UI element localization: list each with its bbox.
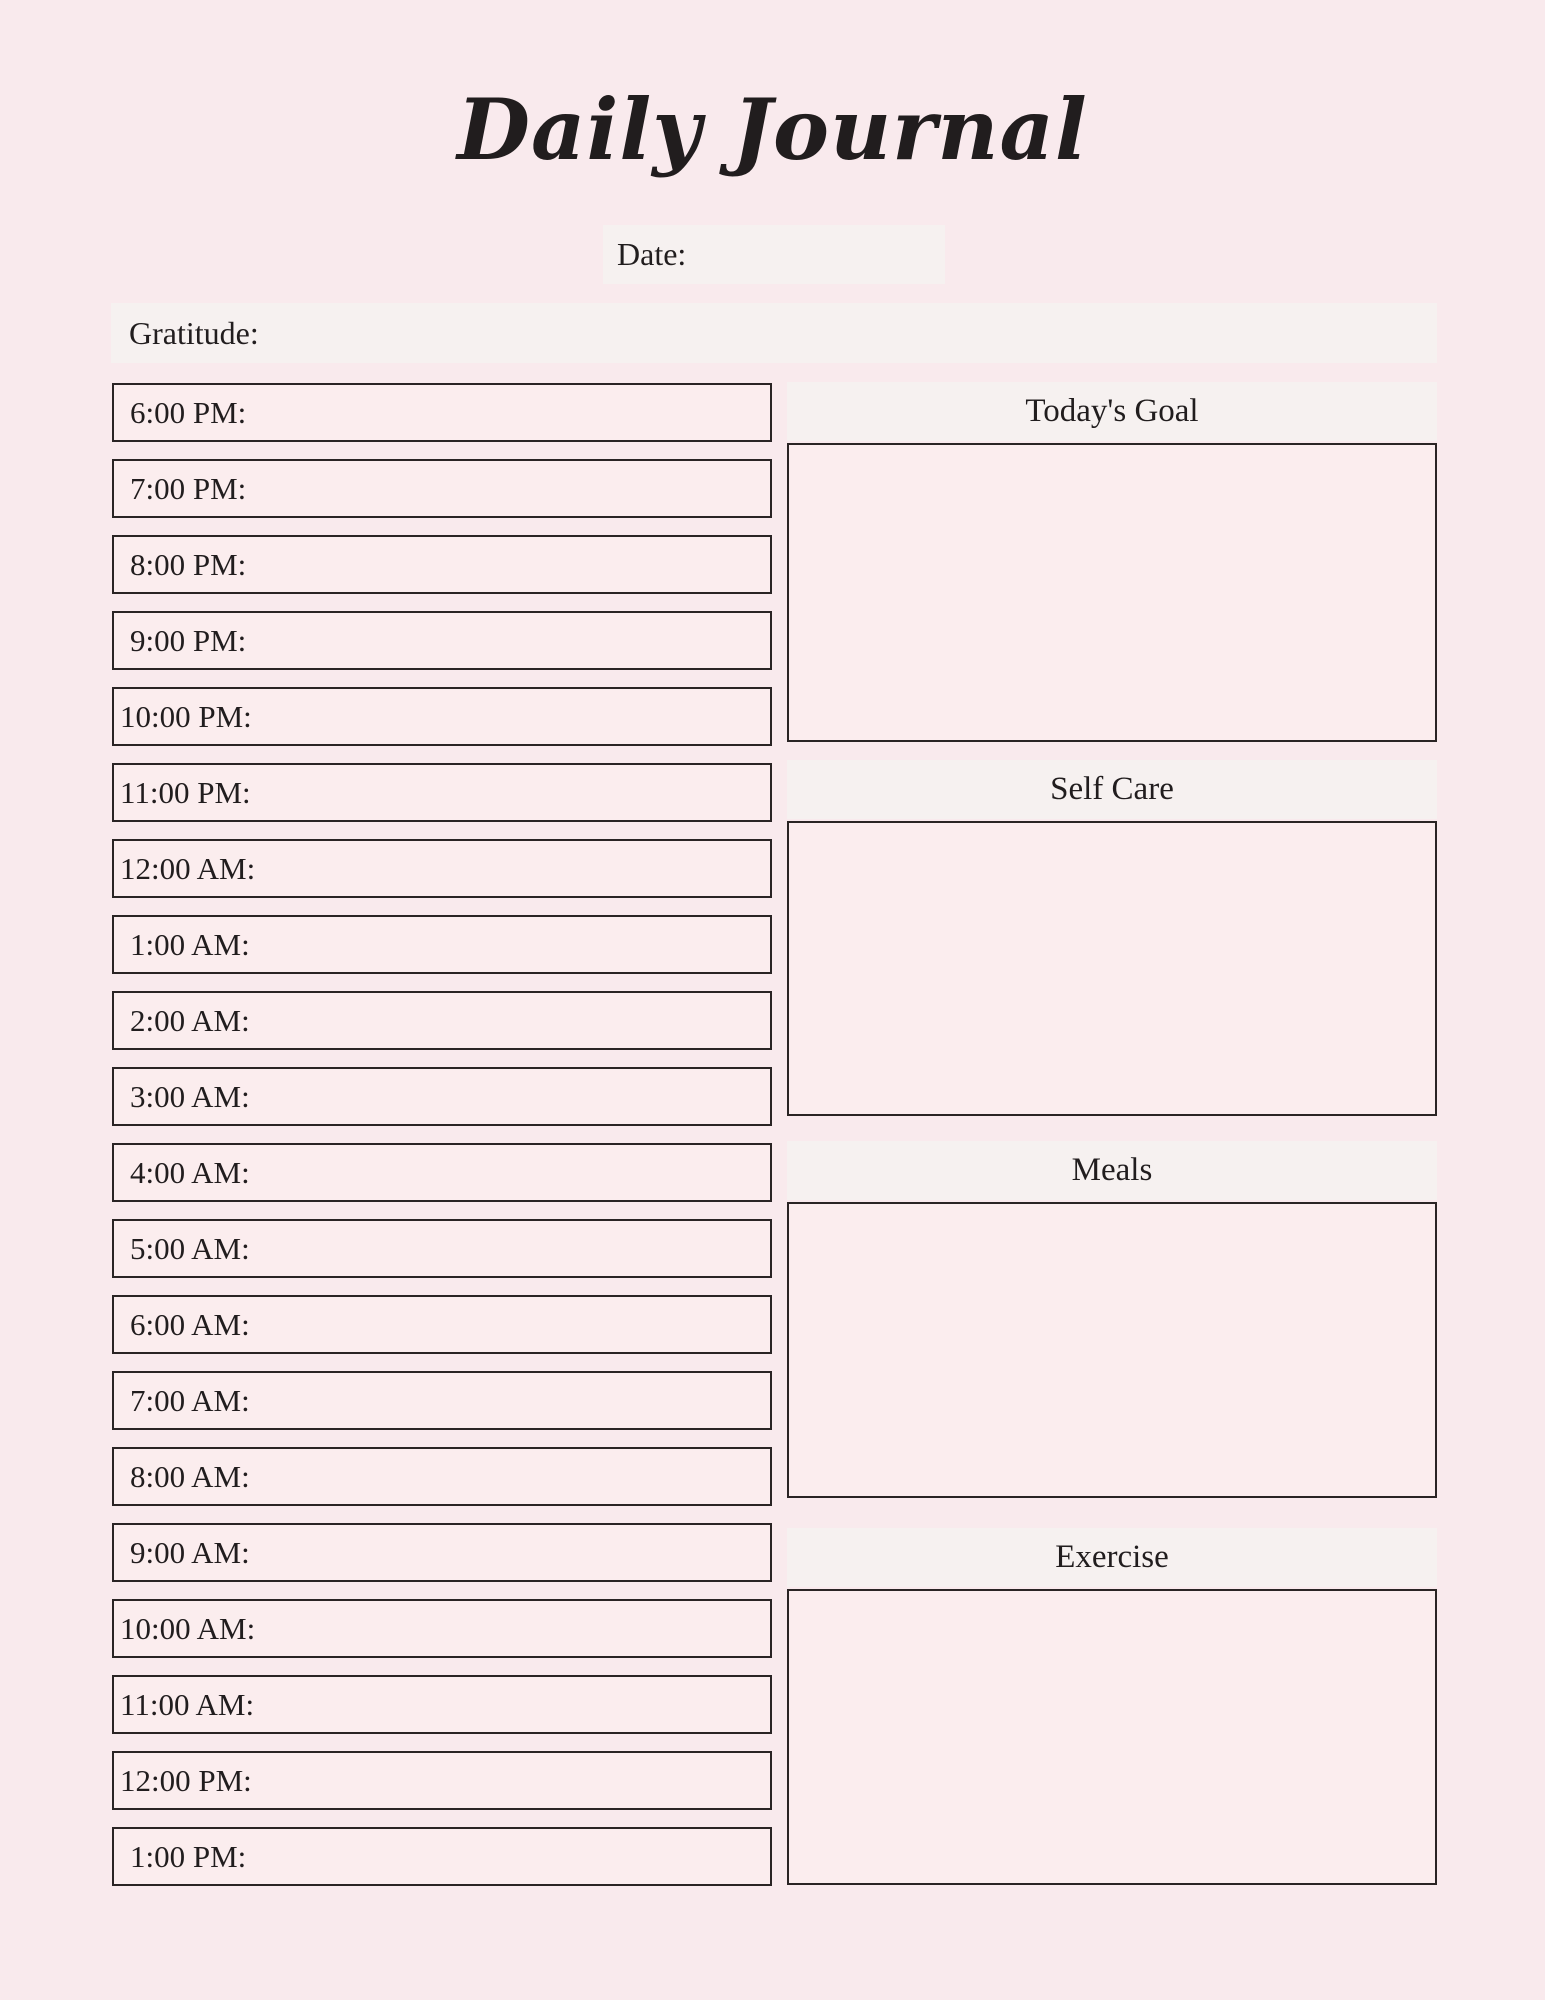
time-slot[interactable]	[112, 383, 772, 442]
gratitude-field[interactable]	[111, 303, 1437, 363]
section	[787, 382, 1437, 742]
time-slot[interactable]	[112, 1371, 772, 1430]
time-slot[interactable]	[112, 839, 772, 898]
time-slot[interactable]	[112, 991, 772, 1050]
time-slot[interactable]	[112, 1675, 772, 1734]
schedule-column	[112, 383, 772, 1886]
time-slot-label: 2:00 AM:	[130, 1002, 250, 1038]
time-slot-label: 12:00 PM:	[120, 1762, 252, 1798]
time-slot-label: 1:00 AM:	[130, 926, 250, 962]
time-slot[interactable]	[112, 763, 772, 822]
section-header	[787, 1141, 1437, 1200]
time-slot-label: 9:00 PM:	[130, 622, 247, 658]
time-slot-label: 6:00 AM:	[130, 1306, 250, 1342]
time-slot-label: 10:00 PM:	[120, 698, 252, 734]
time-slot-label: 11:00 PM:	[120, 774, 251, 810]
time-slot-label: 4:00 AM:	[130, 1154, 250, 1190]
section-title: Meals	[1071, 1152, 1153, 1188]
time-slot[interactable]	[112, 1067, 772, 1126]
section-header	[787, 1528, 1437, 1587]
time-slot[interactable]	[112, 1447, 772, 1506]
time-slot-label: 12:00 AM:	[120, 850, 256, 886]
time-slot[interactable]	[112, 1295, 772, 1354]
section	[787, 1528, 1437, 1885]
time-slot-label: 7:00 PM:	[130, 470, 247, 506]
gratitude-label: Gratitude:	[129, 314, 259, 351]
time-slot-label: 1:00 PM:	[130, 1838, 247, 1874]
time-slot[interactable]	[112, 1219, 772, 1278]
time-slot-label: 8:00 PM:	[130, 546, 247, 582]
time-slot-label: 5:00 AM:	[130, 1230, 250, 1266]
time-slot-label: 6:00 PM:	[130, 394, 247, 430]
page-title: Daily Journal	[457, 80, 1088, 179]
section-title: Exercise	[1055, 1539, 1169, 1575]
time-slot[interactable]	[112, 459, 772, 518]
time-slot[interactable]	[112, 611, 772, 670]
section-entry-box[interactable]	[787, 443, 1437, 742]
time-slot[interactable]	[112, 915, 772, 974]
section-title: Today's Goal	[1025, 393, 1199, 429]
time-slot[interactable]	[112, 1751, 772, 1810]
section-header	[787, 382, 1437, 441]
time-slot-label: 8:00 AM:	[130, 1458, 250, 1494]
time-slot-label: 10:00 AM:	[120, 1610, 256, 1646]
section	[787, 760, 1437, 1116]
sections-column	[787, 382, 1437, 1892]
time-slot-label: 3:00 AM:	[130, 1078, 250, 1114]
section-entry-box[interactable]	[787, 1589, 1437, 1885]
date-label: Date:	[617, 236, 687, 272]
time-slot[interactable]	[112, 535, 772, 594]
time-slot-label: 7:00 AM:	[130, 1382, 250, 1418]
section-entry-box[interactable]	[787, 821, 1437, 1116]
section-header	[787, 760, 1437, 819]
time-slot[interactable]	[112, 1599, 772, 1658]
section-entry-box[interactable]	[787, 1202, 1437, 1498]
time-slot-label: 9:00 AM:	[130, 1534, 250, 1570]
section	[787, 1141, 1437, 1498]
section-title: Self Care	[1050, 771, 1174, 807]
time-slot-label: 11:00 AM:	[120, 1686, 255, 1722]
date-field[interactable]	[603, 225, 945, 284]
time-slot[interactable]	[112, 687, 772, 746]
time-slot[interactable]	[112, 1143, 772, 1202]
time-slot[interactable]	[112, 1523, 772, 1582]
time-slot[interactable]	[112, 1827, 772, 1886]
